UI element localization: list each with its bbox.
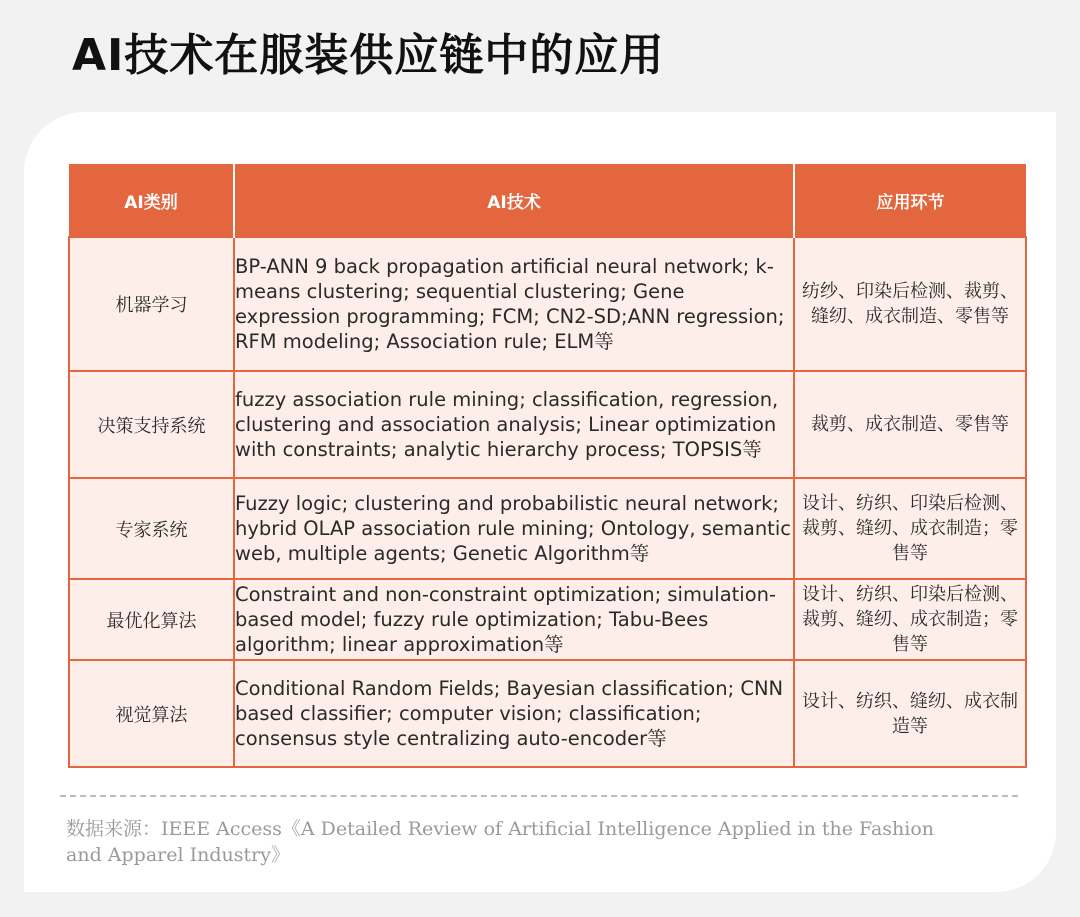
- technology-cell: BP-ANN 9 back propagation artificial neural network; k-means clustering; sequential clustering; Gene expression programming; FCM; CN2-SD;ANN regression; RFM modeling; Association rule; ELM等: [234, 237, 794, 371]
- technology-cell: Conditional Random Fields; Bayesian classification; CNN based classifier; computer vision; classification; consensus style centralizing auto-encoder等: [234, 660, 794, 767]
- table-row: [69, 660, 1026, 767]
- technology-cell: Constraint and non-constraint optimization; simulation-based model; fuzzy rule optimization; Tabu-Bees algorithm; linear approximation等: [234, 579, 794, 660]
- header-application-stage: 应用环节: [794, 164, 1026, 237]
- category-cell: 最优化算法: [69, 579, 234, 660]
- category-cell: 视觉算法: [69, 660, 234, 767]
- stage-cell: 设计、纺织、印染后检测、裁剪、缝纫、成衣制造；零售等: [794, 478, 1026, 579]
- page-title: AI技术在服装供应链中的应用: [72, 30, 665, 81]
- stage-cell: 裁剪、成衣制造、零售等: [794, 371, 1026, 478]
- table-row: [69, 478, 1026, 579]
- category-cell: 决策支持系统: [69, 371, 234, 478]
- source-note: 数据来源：IEEE Access《A Detailed Review of Artificial Intelligence Applied in the Fashion and Apparel Industry》: [66, 818, 935, 866]
- category-cell: 专家系统: [69, 478, 234, 579]
- stage-cell: 设计、纺织、印染后检测、裁剪、缝纫、成衣制造；零售等: [794, 579, 1026, 660]
- header-ai-category: AI类别: [69, 164, 234, 237]
- ai-application-table: [68, 164, 1027, 768]
- technology-cell: fuzzy association rule mining; classification, regression, clustering and association analysis; Linear optimization with constraints; analytic hierarchy process; TOPSIS等: [234, 371, 794, 478]
- table-row: [69, 579, 1026, 660]
- header-ai-technology: AI技术: [234, 164, 794, 237]
- table-header-row: [69, 164, 1026, 237]
- dashed-divider: [60, 795, 1018, 797]
- stage-cell: 设计、纺织、缝纫、成衣制造等: [794, 660, 1026, 767]
- technology-cell: Fuzzy logic; clustering and probabilistic neural network; hybrid OLAP association rule mining; Ontology, semantic web, multiple agents; Genetic Algorithm等: [234, 478, 794, 579]
- stage-cell: 纺纱、印染后检测、裁剪、缝纫、成衣制造、零售等: [794, 237, 1026, 371]
- category-cell: 机器学习: [69, 237, 234, 371]
- table-row: [69, 237, 1026, 371]
- table-row: [69, 371, 1026, 478]
